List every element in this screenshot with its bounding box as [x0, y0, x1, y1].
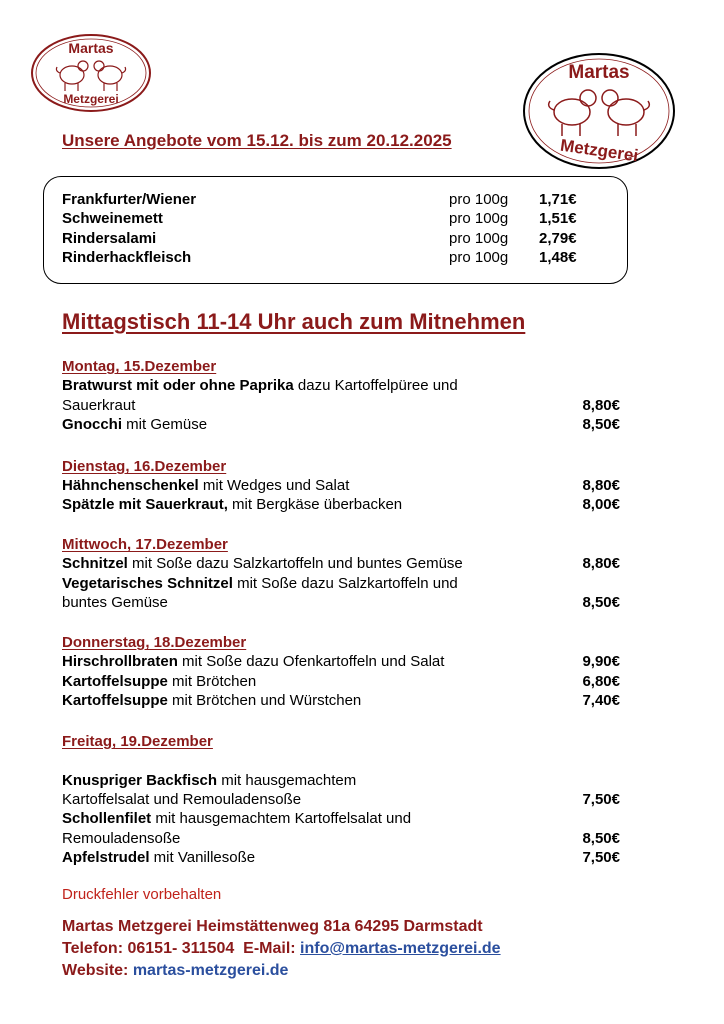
dish-name: Hirschrollbraten	[62, 653, 178, 670]
day-heading: Montag, 15.Dezember	[62, 358, 217, 375]
dish-name: Knuspriger Backfisch	[62, 772, 218, 789]
dish-price: 8,80€	[582, 555, 620, 572]
dish-price: 7,50€	[582, 849, 620, 866]
menu-line	[62, 415, 207, 434]
menu-line	[62, 593, 168, 612]
logo-large-word2: Metzgerei	[559, 135, 640, 166]
dish-price: 8,00€	[582, 496, 620, 513]
dish-desc: mit Bergkäse überbacken	[227, 496, 403, 513]
menu-line	[62, 829, 180, 848]
offer-unit: pro 100g	[449, 191, 509, 208]
offer-name: Schweinemett	[62, 210, 163, 227]
day-heading: Mittwoch, 17.Dezember	[62, 536, 228, 553]
dish-price: 8,50€	[582, 830, 620, 847]
dish-desc: dazu Kartoffelpüree und	[293, 377, 458, 394]
dish-name: Gnocchi	[62, 416, 123, 433]
menu-line	[62, 554, 463, 573]
menu-line	[62, 396, 135, 415]
day-heading: Freitag, 19.Dezember	[62, 733, 213, 750]
day-heading: Dienstag, 16.Dezember	[62, 458, 227, 475]
dish-name: Hähnchenschenkel	[62, 477, 199, 494]
menu-line	[62, 495, 402, 514]
footer-web	[62, 962, 288, 980]
email-link[interactable]: info@martas-metzgerei.de	[300, 940, 501, 957]
menu-line	[62, 691, 361, 710]
disclaimer: Druckfehler vorbehalten	[62, 886, 222, 903]
offer-name: Frankfurter/Wiener	[62, 191, 197, 208]
dish-price: 7,50€	[582, 791, 620, 808]
menu-line	[62, 771, 356, 790]
offers-title: Unsere Angebote vom 15.12. bis zum 20.12.2025	[62, 131, 452, 150]
menu-line	[62, 574, 458, 593]
dish-name: Vegetarisches Schnitzel	[62, 575, 233, 592]
dish-price: 8,50€	[582, 594, 620, 611]
website-label: Website:	[62, 962, 133, 979]
footer-address: Martas Metzgerei Heimstättenweg 81a 64295 Darmstadt	[62, 918, 483, 935]
lunch-title: Mittagstisch 11-14 Uhr auch zum Mitnehmen	[62, 309, 526, 334]
dish-price: 8,80€	[582, 397, 620, 414]
website-link[interactable]: martas-metzgerei.de	[132, 962, 289, 979]
dish-desc: Remouladensoße	[62, 830, 181, 847]
dish-desc: mit hausgemachtem Kartoffelsalat und	[151, 810, 412, 827]
dish-price: 9,90€	[582, 653, 620, 670]
dish-name: Schnitzel	[62, 555, 128, 572]
menu-line	[62, 376, 458, 395]
dish-name: Schollenfilet	[62, 810, 152, 827]
dish-desc: mit Brötchen	[167, 673, 257, 690]
dish-desc: mit Gemüse	[122, 416, 208, 433]
dish-desc: mit Vanillesoße	[149, 849, 256, 866]
dish-desc: mit Soße dazu Salzkartoffeln und	[232, 575, 458, 592]
offer-name: Rinderhackfleisch	[62, 249, 192, 266]
logo-small-word2: Metzgerei	[63, 92, 119, 106]
menu-line	[62, 652, 444, 671]
footer-phone: Telefon: 06151- 311504 E-Mail:	[62, 940, 301, 957]
dish-name: Spätzle mit Sauerkraut,	[62, 496, 228, 513]
offer-unit: pro 100g	[449, 230, 509, 247]
menu-line	[62, 476, 349, 495]
dish-desc: mit Brötchen und Würstchen	[167, 692, 362, 709]
offer-price: 2,79€	[539, 230, 577, 247]
menu-line	[62, 809, 411, 828]
logo-large	[522, 52, 676, 170]
logo-small	[30, 33, 152, 113]
footer-contact	[62, 940, 501, 958]
offer-price: 1,71€	[539, 191, 577, 208]
logo-small-word1: Martas	[68, 40, 114, 56]
dish-desc: mit Soße dazu Salzkartoffeln und buntes Gemüse	[127, 555, 463, 572]
dish-desc: Sauerkraut	[62, 397, 136, 414]
offer-unit: pro 100g	[449, 210, 509, 227]
dish-price: 8,80€	[582, 477, 620, 494]
dish-desc: mit hausgemachtem	[217, 772, 357, 789]
offer-price: 1,51€	[539, 210, 577, 227]
dish-price: 7,40€	[582, 692, 620, 709]
dish-name: Apfelstrudel	[62, 849, 150, 866]
dish-price: 6,80€	[582, 673, 620, 690]
dish-desc: mit Wedges und Salat	[198, 477, 350, 494]
offer-price: 1,48€	[539, 249, 577, 266]
dish-price: 8,50€	[582, 416, 620, 433]
logo-large-word1: Martas	[568, 62, 630, 83]
offer-name: Rindersalami	[62, 230, 157, 247]
menu-line	[62, 790, 301, 809]
dish-name: Kartoffelsuppe	[62, 692, 168, 709]
menu-line	[62, 672, 256, 691]
day-heading: Donnerstag, 18.Dezember	[62, 634, 247, 651]
dish-desc: buntes Gemüse	[62, 594, 168, 611]
dish-name: Kartoffelsuppe	[62, 673, 168, 690]
dish-desc: mit Soße dazu Ofenkartoffeln und Salat	[177, 653, 445, 670]
dish-name: Bratwurst mit oder ohne Paprika	[62, 377, 294, 394]
offer-unit: pro 100g	[449, 249, 509, 266]
menu-line	[62, 848, 255, 867]
dish-desc: Kartoffelsalat und Remouladensoße	[62, 791, 302, 808]
